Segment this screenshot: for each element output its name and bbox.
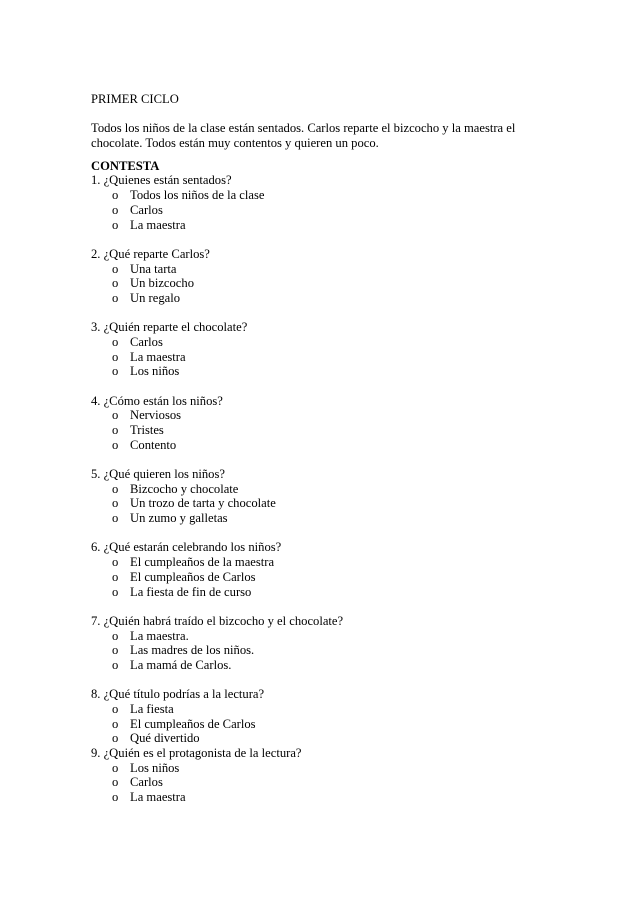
answer-option: [91, 291, 551, 306]
circle-bullet-icon: o: [112, 790, 119, 805]
answer-option: [91, 262, 551, 277]
circle-bullet-icon: o: [112, 643, 119, 658]
questions-list: [91, 173, 551, 804]
spacer: [91, 232, 551, 247]
document-heading: PRIMER CICLO: [91, 92, 179, 106]
circle-bullet-icon: o: [112, 584, 119, 599]
answer-option-label: Todos los niños de la clase: [130, 188, 265, 203]
answer-options: [91, 335, 551, 379]
spacer: [91, 452, 551, 467]
section-title: CONTESTA: [91, 158, 160, 173]
circle-bullet-icon: o: [112, 731, 119, 746]
answer-option-label: La maestra: [130, 217, 186, 232]
answer-option: [91, 555, 551, 570]
answer-option: [91, 203, 551, 218]
question-6: 6. ¿Qué estarán celebrando los niños?: [91, 540, 282, 555]
question-8: 8. ¿Qué título podrías a la lectura?: [91, 687, 265, 702]
answer-option: [91, 511, 551, 526]
answer-option-label: Los niños: [130, 364, 180, 379]
circle-bullet-icon: o: [112, 202, 119, 217]
question-7: 7. ¿Quién habrá traído el bizcocho y el chocolate?: [91, 613, 344, 628]
answer-option: [91, 585, 551, 600]
answer-options: [91, 188, 551, 232]
spacer: [91, 673, 551, 688]
answer-option-label: Bizcocho y chocolate: [130, 481, 239, 496]
answer-option-label: Un zumo y galletas: [130, 511, 228, 526]
spacer: [91, 306, 551, 321]
circle-bullet-icon: o: [112, 760, 119, 775]
answer-option-label: Un bizcocho: [130, 276, 194, 291]
spacer: [91, 599, 551, 614]
answer-option-label: Carlos: [130, 202, 163, 217]
answer-option-label: La mamá de Carlos.: [130, 657, 232, 672]
answer-option: [91, 496, 551, 511]
answer-option-label: Un regalo: [130, 290, 181, 305]
circle-bullet-icon: o: [112, 408, 119, 423]
passage-line: chocolate. Todos están muy contentos y quieren un poco.: [91, 136, 379, 150]
answer-option: [91, 643, 551, 658]
circle-bullet-icon: o: [112, 628, 119, 643]
answer-option-label: La maestra: [130, 349, 186, 364]
circle-bullet-icon: o: [112, 290, 119, 305]
question-9: 9. ¿Quién es el protagonista de la lectura?: [91, 746, 302, 761]
answer-option: [91, 658, 551, 673]
question-1: 1. ¿Quienes están sentados?: [91, 173, 232, 188]
circle-bullet-icon: o: [112, 276, 119, 291]
circle-bullet-icon: o: [112, 423, 119, 438]
circle-bullet-icon: o: [112, 775, 119, 790]
answer-option: [91, 350, 551, 365]
answer-option-label: Contento: [130, 437, 177, 452]
circle-bullet-icon: o: [112, 364, 119, 379]
answer-option: [91, 629, 551, 644]
answer-option: [91, 188, 551, 203]
spacer: [91, 379, 551, 394]
answer-option: [91, 423, 551, 438]
circle-bullet-icon: o: [112, 334, 119, 349]
circle-bullet-icon: o: [112, 701, 119, 716]
passage-line: Todos los niños de la clase están sentados. Carlos reparte el bizcocho y la maestra el: [91, 121, 516, 136]
circle-bullet-icon: o: [112, 511, 119, 526]
answer-option: [91, 775, 551, 790]
answer-option: [91, 408, 551, 423]
answer-option: [91, 570, 551, 585]
answer-option: [91, 335, 551, 350]
answer-option: [91, 731, 551, 746]
answer-option: [91, 438, 551, 453]
question-3: 3. ¿Quién reparte el chocolate?: [91, 320, 248, 335]
answer-options: [91, 555, 551, 599]
circle-bullet-icon: o: [112, 569, 119, 584]
circle-bullet-icon: o: [112, 555, 119, 570]
circle-bullet-icon: o: [112, 349, 119, 364]
answer-options: [91, 408, 551, 452]
answer-options: [91, 262, 551, 306]
answer-options: [91, 482, 551, 526]
answer-option: [91, 761, 551, 776]
answer-option: [91, 276, 551, 291]
answer-option-label: Los niños: [130, 760, 180, 775]
answer-option-label: La fiesta de fin de curso: [130, 584, 252, 599]
document-page: [91, 92, 551, 805]
answer-option-label: Nerviosos: [130, 408, 182, 423]
circle-bullet-icon: o: [112, 496, 119, 511]
answer-option-label: Carlos: [130, 775, 163, 790]
question-4: 4. ¿Cómo están los niños?: [91, 393, 223, 408]
answer-options: [91, 761, 551, 805]
circle-bullet-icon: o: [112, 657, 119, 672]
question-5: 5. ¿Qué quieren los niños?: [91, 467, 225, 482]
answer-option-label: La fiesta: [130, 701, 174, 716]
answer-option-label: El cumpleaños de la maestra: [130, 555, 275, 570]
answer-options: [91, 702, 551, 746]
answer-option-label: Tristes: [130, 423, 164, 438]
circle-bullet-icon: o: [112, 716, 119, 731]
answer-option: [91, 717, 551, 732]
circle-bullet-icon: o: [112, 217, 119, 232]
circle-bullet-icon: o: [112, 188, 119, 203]
answer-option: [91, 482, 551, 497]
answer-option: [91, 364, 551, 379]
answer-option-label: El cumpleaños de Carlos: [130, 716, 256, 731]
answer-option: [91, 218, 551, 233]
answer-options: [91, 629, 551, 673]
answer-option: [91, 790, 551, 805]
answer-option-label: La maestra: [130, 790, 186, 805]
answer-option-label: Qué divertido: [130, 731, 200, 746]
question-2: 2. ¿Qué reparte Carlos?: [91, 246, 210, 261]
circle-bullet-icon: o: [112, 437, 119, 452]
answer-option-label: La maestra.: [130, 628, 189, 643]
answer-option-label: Una tarta: [130, 261, 177, 276]
answer-option-label: Las madres de los niños.: [130, 643, 255, 658]
circle-bullet-icon: o: [112, 261, 119, 276]
spacer: [91, 526, 551, 541]
reading-passage: [91, 121, 551, 150]
answer-option: [91, 702, 551, 717]
answer-option-label: Un trozo de tarta y chocolate: [130, 496, 276, 511]
answer-option-label: Carlos: [130, 334, 163, 349]
circle-bullet-icon: o: [112, 481, 119, 496]
answer-option-label: El cumpleaños de Carlos: [130, 569, 256, 584]
